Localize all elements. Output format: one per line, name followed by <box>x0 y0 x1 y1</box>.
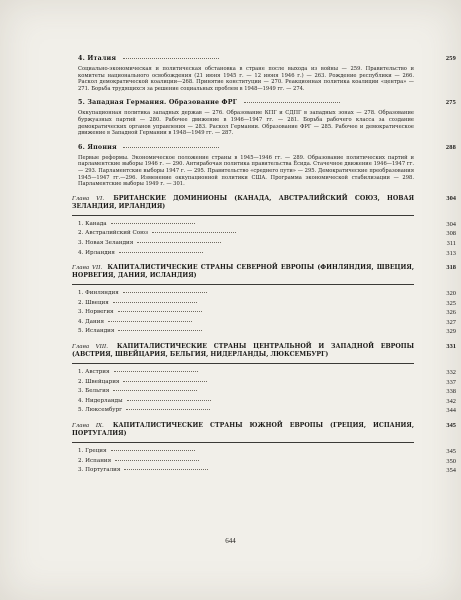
toc-item: 2. Швеция 325 <box>78 299 456 307</box>
toc-item: 1. Австрия 332 <box>78 369 456 377</box>
dot-leader <box>114 371 198 372</box>
toc-content <box>72 55 456 476</box>
chapter-label: Глава IX. <box>72 423 104 430</box>
section-summary: Социально-экономическая и политическая обстановка в стране после выхода из войны — 259. Правительство и комитеты национального освобождения (21 июня 1945 г. — 12 июня 1946 г.) — 263. Рождение республики — 266. Раскол демократической коалиции—268. Принятие конституции — 270. Реакционная политика коалиции «центра» — 271. Борьба трудящихся за решение социальных проблем в 1948—1949 гг. — 274. <box>78 66 414 92</box>
chapter-title: БРИТАНСКИЕ ДОМИНИОНЫ (КАНАДА, АВСТРАЛИЙСКИЙ СОЮЗ, НОВАЯ ЗЕЛАНДИЯ, ИРЛАНДИЯ) <box>72 194 415 210</box>
chapter-label: Глава VII. <box>72 265 103 272</box>
toc-item: 2. Испания 350 <box>78 457 456 465</box>
toc-item: 1. Канада 304 <box>78 220 456 228</box>
item-page-number: 344 <box>446 407 456 415</box>
toc-item: 3. Норвегия 326 <box>78 309 456 317</box>
chapter-label: Глава VI. <box>72 195 105 202</box>
dot-leader <box>123 147 219 148</box>
dot-leader <box>111 223 195 224</box>
section-summary: Оккупационная политика западных держав — 276. Образование КПГ и СДПГ в западных зонах — 278. Образование буржуазных партий — 280. Рабочее движение в 1946—1947 гг. — 281. Борьба рабочего класса за создание демократических органов управления — 283. Раскол Германии. Образование ФРГ — 285. Рабочее и демократическое движение в Западной Германии в 1948—1949 гг. — 287. <box>78 110 414 137</box>
toc-item: 2. Австралийский Союз 308 <box>78 230 456 238</box>
item-page-number: 311 <box>446 239 456 247</box>
toc-chapter-7 <box>72 264 456 280</box>
dot-leader <box>123 58 219 59</box>
toc-item: 4. Нидерланды 342 <box>78 397 456 405</box>
dot-leader <box>113 390 197 391</box>
dot-leader <box>113 302 197 303</box>
toc-item: 3. Новая Зеландия 311 <box>78 239 456 247</box>
chapter-page-number: 318 <box>446 264 456 272</box>
item-page-number: 325 <box>446 299 456 307</box>
toc-item: 3. Бельгия 338 <box>78 388 456 396</box>
chapter-title: КАПИТАЛИСТИЧЕСКИЕ СТРАНЫ ЦЕНТРАЛЬНОЙ И ЗАПАДНОЙ ЕВРОПЫ (АВСТРИЯ, ШВЕЙЦАРИЯ, БЕЛЬГИЯ, НИДЕРЛАНДЫ, ЛЮКСЕМБУРГ) <box>72 343 415 359</box>
item-page-number: 327 <box>446 318 456 326</box>
toc-item: 1. Финляндия 320 <box>78 290 456 298</box>
chapter-title: КАПИТАЛИСТИЧЕСКИЕ СТРАНЫ СЕВЕРНОЙ ЕВРОПЫ (ФИНЛЯНДИЯ, ШВЕЦИЯ, НОРВЕГИЯ, ДАНИЯ, ИСЛАНДИЯ) <box>72 264 414 280</box>
section-page-number: 288 <box>445 143 456 151</box>
section-summary: Первые реформы. Экономическое положение страны в 1945—1946 гг. — 289. Образование политических партий и парламентские выборы 1946 г. — 290. Антирабочая политика правительства Ёсида. Стачечное движение 1946—1947 гг. — 293. Парламентские выборы 1947 г. — 295. Правительство «среднего пути» — 295. Демократические преобразования 1945—1947 гг.—296. Изменение оккупационной политики США. Программа экономической стабилизации — 298. Парламентские выборы 1949 г. — 301. <box>78 154 414 188</box>
divider <box>72 284 414 285</box>
section-page-number: 259 <box>445 55 456 62</box>
dot-leader <box>124 469 208 470</box>
dot-leader <box>118 330 202 331</box>
dot-leader <box>137 242 221 243</box>
toc-section-west-germany: 5. Западная Германия. Образование ФРГ 275 <box>78 99 456 107</box>
toc-item: 1. Греция 345 <box>78 448 456 456</box>
toc-chapter-8 <box>72 343 456 359</box>
dot-leader <box>119 252 203 253</box>
dot-leader <box>111 450 195 451</box>
item-page-number: 342 <box>446 397 456 405</box>
item-page-number: 338 <box>446 388 456 396</box>
item-page-number: 326 <box>446 309 456 317</box>
item-page-number: 313 <box>446 249 456 257</box>
toc-chapter-6 <box>72 194 456 211</box>
toc-item: 5. Люксембург 344 <box>78 407 456 415</box>
divider <box>72 442 414 443</box>
toc-item: 2. Швейцария 337 <box>78 378 456 386</box>
item-page-number: 337 <box>446 378 456 386</box>
chapter-page-number: 304 <box>446 194 456 202</box>
dot-leader <box>244 102 340 103</box>
dot-leader <box>152 232 236 233</box>
divider <box>72 215 414 216</box>
item-page-number: 308 <box>446 230 456 238</box>
divider <box>72 363 414 364</box>
toc-item: 4. Ирландия 313 <box>78 249 456 257</box>
dot-leader <box>126 409 210 410</box>
item-page-number: 320 <box>446 290 456 298</box>
dot-leader <box>118 311 202 312</box>
toc-section-japan: 6. Япония 288 <box>78 143 456 151</box>
item-page-number: 354 <box>446 467 456 475</box>
section-page-number: 275 <box>445 99 456 107</box>
item-page-number: 345 <box>446 448 456 456</box>
toc-chapter-9 <box>72 422 456 438</box>
page-folio-number: 644 <box>225 537 236 545</box>
chapter-page-number: 345 <box>446 422 456 430</box>
dot-leader <box>123 381 207 382</box>
toc-item: 5. Исландия 329 <box>78 328 456 336</box>
dot-leader <box>127 400 211 401</box>
item-page-number: 329 <box>446 328 456 336</box>
item-page-number: 332 <box>446 369 456 377</box>
dot-leader <box>123 292 207 293</box>
chapter-page-number: 331 <box>446 343 456 351</box>
toc-item: 3. Португалия 354 <box>78 467 456 475</box>
item-page-number: 304 <box>446 220 456 228</box>
dot-leader <box>108 321 192 322</box>
toc-section-italy: 4. Италия 259 <box>78 55 456 62</box>
chapter-label: Глава VIII. <box>72 344 109 351</box>
toc-item: 4. Дания 327 <box>78 318 456 326</box>
dot-leader <box>115 460 199 461</box>
item-page-number: 350 <box>446 457 456 465</box>
chapter-title: КАПИТАЛИСТИЧЕСКИЕ СТРАНЫ ЮЖНОЙ ЕВРОПЫ (ГРЕЦИЯ, ИСПАНИЯ, ПОРТУГАЛИЯ) <box>72 422 415 438</box>
